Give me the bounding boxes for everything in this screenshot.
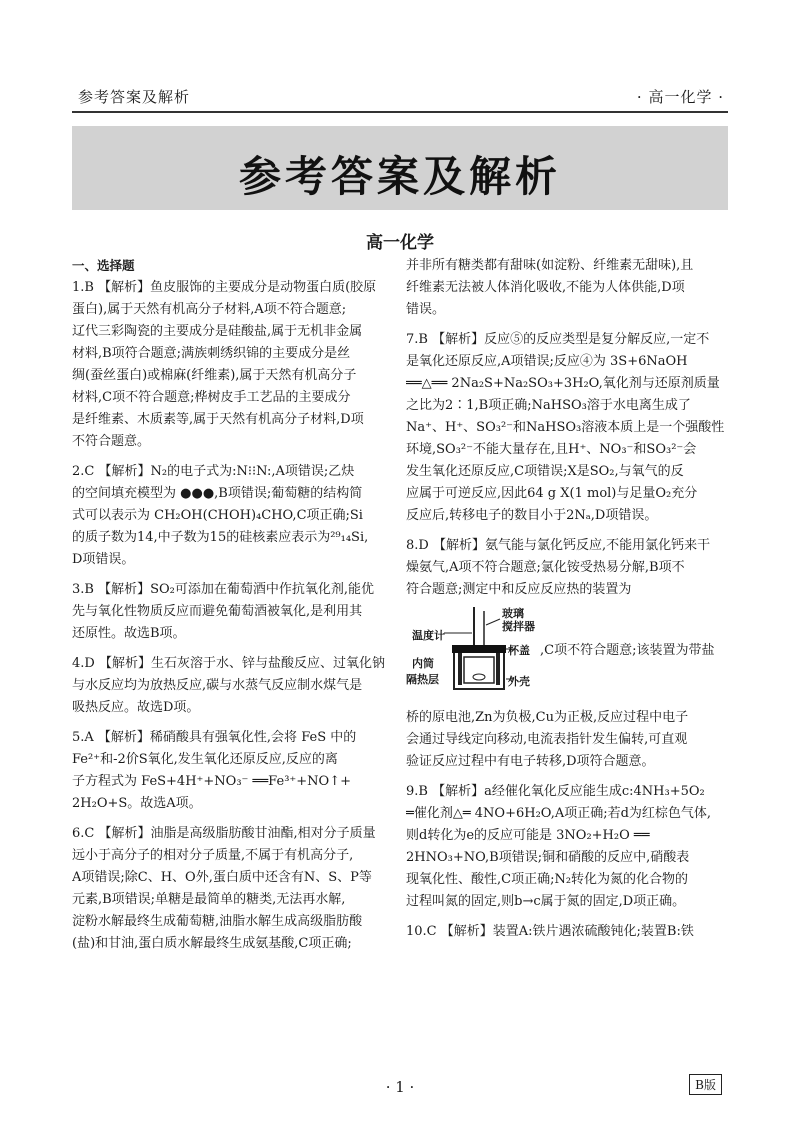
text-line: 子方程式为 FeS+4H⁺+NO₃⁻ ══Fe³⁺+NO↑+: [72, 774, 351, 789]
right-column: [406, 255, 728, 943]
text-line: 之比为2∶1,B项正确;NaHSO₃溶于水电离生成了: [406, 398, 691, 413]
text-line: 错误。: [406, 302, 446, 317]
text-line: 10.C 【解析】装置A:铁片遇浓硫酸钝化;装置B:铁: [406, 924, 694, 939]
text-line: 绸(蚕丝蛋白)或棉麻(纤维素),属于天然有机高分子: [72, 368, 357, 383]
text-line: 9.B 【解析】a经催化氧化反应能生成c:4NH₃+5O₂: [406, 784, 705, 799]
paragraph-gap: [72, 571, 394, 579]
text-line: 不符合题意。: [72, 434, 151, 449]
header-divider: [72, 111, 728, 113]
paragraph-gap: [72, 815, 394, 823]
text-line: 的质子数为14,中子数为15的硅核素应表示为²⁹₁₄Si,: [72, 530, 369, 545]
edition-badge: B版: [689, 1074, 722, 1095]
paragraph-gap: [72, 645, 394, 653]
text-line: 桥的原电池,Zn为负极,Cu为正极,反应过程中电子: [406, 710, 689, 725]
right-text-block-top: [406, 255, 728, 601]
text-line: 材料,C项不符合题意;桦树皮手工艺品的主要成分: [72, 390, 351, 405]
text-line: 材料,B项符合题意;满族刺绣织锦的主要成分是丝: [72, 346, 351, 361]
text-line: A项错误;除C、H、O外,蛋白质中还含有N、S、P等: [72, 870, 372, 885]
text-line: 的空间填充模型为 ●●●,B项错误;葡萄糖的结构简: [72, 486, 363, 501]
text-line: 远小于高分子的相对分子质量,不属于有机高分子,: [72, 848, 354, 863]
text-line: 元素,B项错误;单糖是最简单的糖类,无法再水解,: [72, 892, 346, 907]
paragraph-gap: [406, 773, 728, 781]
paragraph-gap: [406, 913, 728, 921]
page-number: · 1 ·: [385, 1078, 415, 1096]
header-left-title: 参考答案及解析: [78, 88, 191, 106]
text-line: 并非所有糖类都有甜味(如淀粉、纤维素无甜味),且: [406, 258, 694, 273]
calorimeter-figure: [406, 605, 728, 701]
text-line: 2.C 【解析】N₂的电子式为:N⁝⁝N:,A项错误;乙炔: [72, 464, 355, 479]
label-insulation: 隔热层: [406, 673, 439, 686]
paragraph-gap: [72, 453, 394, 461]
text-line: 应属于可逆反应,因此64 g X(1 mol)与足量O₂充分: [406, 486, 698, 501]
text-line: 吸热反应。故选D项。: [72, 700, 200, 715]
label-stirrer-2: 搅拌器: [502, 620, 535, 633]
section-heading: 一、选择题: [72, 258, 135, 273]
text-line: 验证反应过程中有电子转移,D项符合题意。: [406, 754, 655, 769]
text-line: 6.C 【解析】油脂是高级脂肪酸甘油酯,相对分子质量: [72, 826, 376, 841]
text-line: 则d转化为e的反应可能是 3NO₂+H₂O ══: [406, 828, 650, 843]
text-line: Fe²⁺和-2价S氧化,发生氧化还原反应,反应的离: [72, 752, 338, 767]
right-text-block-bottom: [406, 707, 728, 943]
text-line: 8.D 【解析】氨气能与氯化钙反应,不能用氯化钙来干: [406, 538, 711, 553]
paragraph-gap: [406, 527, 728, 535]
text-line: 淀粉水解最终生成葡萄糖,油脂水解生成高级脂肪酸: [72, 914, 363, 929]
paragraph-gap: [406, 321, 728, 329]
text-line: 与水反应均为放热反应,碳与水蒸气反应制水煤气是: [72, 678, 363, 693]
label-inner-cylinder: 内筒: [412, 657, 434, 670]
text-line: 发生氧化还原反应,C项错误;X是SO₂,与氧气的反: [406, 464, 684, 479]
text-line: 还原性。故选B项。: [72, 626, 186, 641]
text-line: 符合题意;测定中和反应反应热的装置为: [406, 582, 632, 597]
left-text-block: [72, 277, 394, 955]
text-line: 过程叫氮的固定,则b→c属于氮的固定,D项正确。: [406, 894, 686, 909]
text-line: 先与氧化性物质反应而避免葡萄酒被氧化,是利用其: [72, 604, 363, 619]
label-shell: 外壳: [508, 675, 530, 688]
paragraph-gap: [72, 719, 394, 727]
page-subtitle: 高一化学: [366, 233, 434, 253]
text-line: 会通过导线定向移动,电流表指针发生偏转,可直观: [406, 732, 688, 747]
text-line: 是纤维素、木质素等,属于天然有机高分子材料,D项: [72, 412, 364, 427]
text-line: 辽代三彩陶瓷的主要成分是硅酸盐,属于无机非金属: [72, 324, 363, 339]
label-lid: 杯盖: [508, 644, 530, 657]
header-right-subject: · 高一化学 ·: [636, 88, 724, 106]
text-line: 反应后,转移电子的数目小于2Nₐ,D项错误。: [406, 508, 658, 523]
left-column: [72, 255, 394, 955]
text-line: 5.A 【解析】稀硝酸具有强氧化性,会将 FeS 中的: [72, 730, 357, 745]
label-stirrer-1: 玻璃: [502, 607, 524, 620]
text-line: 燥氨气,A项不符合题意;氯化铵受热易分解,B项不: [406, 560, 685, 575]
text-line: 1.B 【解析】鱼皮服饰的主要成分是动物蛋白质(胶原: [72, 280, 377, 295]
text-line: 3.B 【解析】SO₂可添加在葡萄酒中作抗氧化剂,能优: [72, 582, 374, 597]
text-line: 纤维素无法被人体消化吸收,不能为人体供能,D项: [406, 280, 685, 295]
text-line: ══△══ 2Na₂S+Na₂SO₃+3H₂O,氧化剂与还原剂质量: [406, 376, 720, 391]
banner-title: 参考答案及解析: [238, 152, 561, 201]
title-banner: [72, 126, 728, 210]
text-line: 7.B 【解析】反应⑤的反应类型是复分解反应,一定不: [406, 332, 710, 347]
text-line: (盐)和甘油,蛋白质水解最终生成氨基酸,C项正确;: [72, 936, 352, 951]
text-line: 环境,SO₃²⁻不能大量存在,且H⁺、NO₃⁻和SO₃²⁻会: [406, 442, 697, 457]
text-line: 是氧化还原反应,A项错误;反应④为 3S+6NaOH: [406, 354, 688, 369]
text-line: Na⁺、H⁺、SO₃²⁻和NaHSO₃溶液本质上是一个强酸性: [406, 420, 725, 435]
text-line: 2H₂O+S。故选A项。: [72, 796, 202, 811]
text-line: 2HNO₃+NO,B项错误;铜和硝酸的反应中,硝酸表: [406, 850, 690, 865]
text-line: 式可以表示为 CH₂OH(CHOH)₄CHO,C项正确;Si: [72, 508, 363, 523]
label-thermometer: 温度计: [412, 629, 445, 642]
text-line: D项错误。: [72, 552, 135, 567]
text-line: ═催化剂△═ 4NO+6H₂O,A项正确;若d为红棕色气体,: [406, 806, 712, 821]
text-line: 蛋白),属于天然有机高分子材料,A项不符合题意;: [72, 302, 347, 317]
figure-trailing-text: ,C项不符合题意;该装置为带盐: [540, 643, 715, 658]
text-line: 4.D 【解析】生石灰溶于水、锌与盐酸反应、过氧化钠: [72, 656, 385, 671]
text-line: 现氧化性、酸性,C项正确;N₂转化为氮的化合物的: [406, 872, 689, 887]
